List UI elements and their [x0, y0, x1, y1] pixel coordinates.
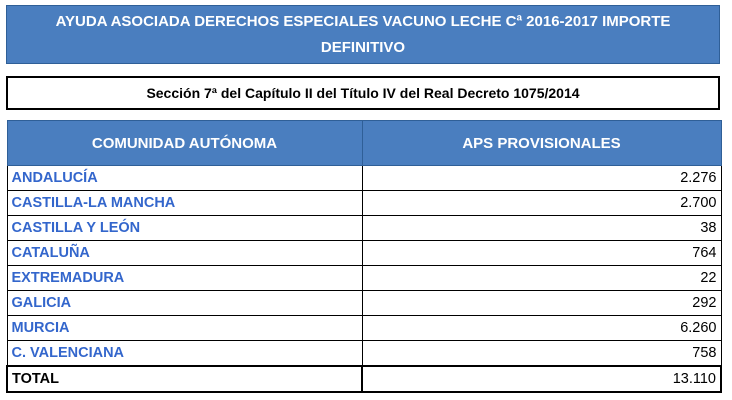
value-cell: 6.260	[362, 316, 721, 341]
table-row	[7, 291, 721, 316]
region-cell: CATALUÑA	[7, 241, 362, 266]
document-title-text: AYUDA ASOCIADA DERECHOS ESPECIALES VACUNO LECHE Cª 2016-2017 IMPORTE DEFINITIVO	[55, 12, 671, 56]
table-row	[7, 166, 721, 191]
document-subtitle	[6, 76, 720, 110]
column-header-aps: APS PROVISIONALES	[362, 121, 721, 166]
table-row	[7, 316, 721, 341]
value-cell: 2.276	[362, 166, 721, 191]
table-row	[7, 341, 721, 367]
region-cell: MURCIA	[7, 316, 362, 341]
table-row	[7, 241, 721, 266]
aps-table	[6, 120, 722, 393]
total-label: TOTAL	[7, 366, 362, 392]
table-header-row	[7, 121, 721, 166]
total-value: 13.110	[362, 366, 721, 392]
value-cell: 22	[362, 266, 721, 291]
region-cell: ANDALUCÍA	[7, 166, 362, 191]
region-cell: C. VALENCIANA	[7, 341, 362, 367]
table-row	[7, 216, 721, 241]
region-cell: EXTREMADURA	[7, 266, 362, 291]
table-row	[7, 266, 721, 291]
region-cell: CASTILLA Y LEÓN	[7, 216, 362, 241]
value-cell: 38	[362, 216, 721, 241]
table-row	[7, 191, 721, 216]
value-cell: 764	[362, 241, 721, 266]
value-cell: 758	[362, 341, 721, 367]
document-title	[6, 5, 720, 64]
region-cell: CASTILLA-LA MANCHA	[7, 191, 362, 216]
value-cell: 2.700	[362, 191, 721, 216]
value-cell: 292	[362, 291, 721, 316]
region-cell: GALICIA	[7, 291, 362, 316]
document-subtitle-text: Sección 7ª del Capítulo II del Título IV del Real Decreto 1075/2014	[146, 85, 580, 101]
column-header-region: COMUNIDAD AUTÓNOMA	[7, 121, 362, 166]
total-row	[7, 366, 721, 392]
